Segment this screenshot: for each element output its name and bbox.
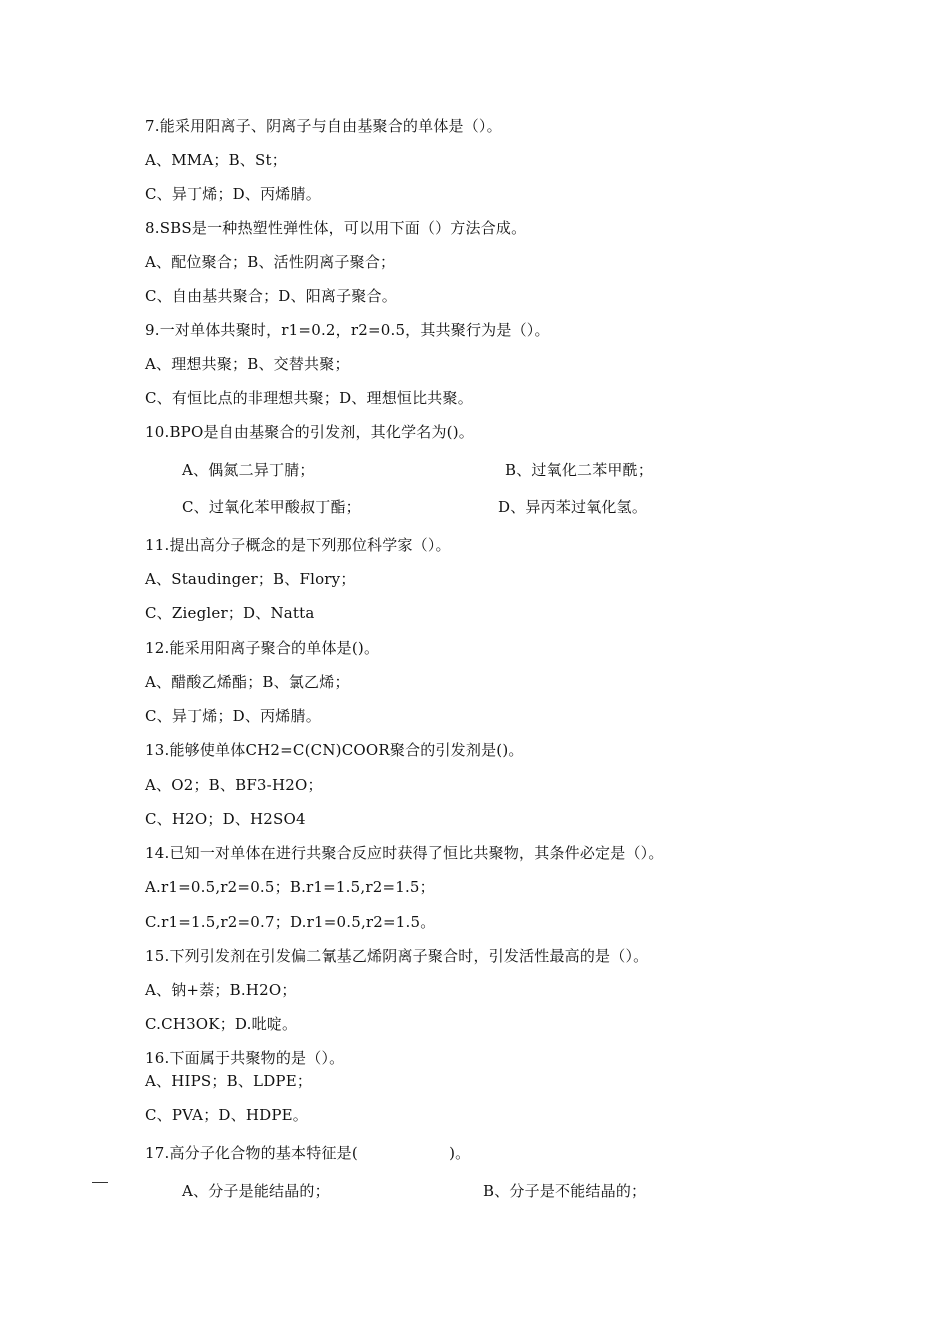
margin-dash <box>92 1182 108 1183</box>
question-16-options-cd: C、PVA；D、HDPE。 <box>145 1106 308 1124</box>
question-11-options-ab: A、Staudinger；B、Flory； <box>145 570 356 588</box>
question-14-options-cd: C.r1=1.5,r2=0.7；D.r1=0.5,r2=1.5。 <box>145 913 436 931</box>
question-16-stem: 16.下面属于共聚物的是（）。 <box>145 1049 345 1067</box>
question-13-stem: 13.能够使单体CH2=C(CN)COOR聚合的引发剂是()。 <box>145 741 524 759</box>
question-12-options-cd: C、异丁烯；D、丙烯腈。 <box>145 707 321 725</box>
question-17-stem: 17.高分子化合物的基本特征是( )。 <box>145 1144 471 1162</box>
question-8-stem: 8.SBS是一种热塑性弹性体，可以用下面（）方法合成。 <box>145 219 527 237</box>
question-10-option-a: A、偶氮二异丁腈； <box>182 461 315 479</box>
question-9-options-ab: A、理想共聚；B、交替共聚； <box>145 355 350 373</box>
question-10-option-c: C、过氧化苯甲酸叔丁酯； <box>182 498 361 516</box>
question-15-stem: 15.下列引发剂在引发偏二氰基乙烯阴离子聚合时，引发活性最高的是（）。 <box>145 947 649 965</box>
question-9-options-cd: C、有恒比点的非理想共聚；D、理想恒比共聚。 <box>145 389 473 407</box>
question-17-option-b: B、分子是不能结晶的； <box>483 1182 647 1200</box>
question-7-options-cd: C、异丁烯；D、丙烯腈。 <box>145 185 321 203</box>
question-8-options-cd: C、自由基共聚合；D、阳离子聚合。 <box>145 287 397 305</box>
question-10-stem: 10.BPO是自由基聚合的引发剂，其化学名为()。 <box>145 423 474 441</box>
question-9-stem: 9.一对单体共聚时，r1=0.2，r2=0.5，其共聚行为是（）。 <box>145 321 550 339</box>
question-15-options-cd: C.CH3OK；D.吡啶。 <box>145 1015 298 1033</box>
question-13-options-cd: C、H2O；D、H2SO4 <box>145 810 306 828</box>
question-10-option-b: B、过氧化二苯甲酰； <box>505 461 654 479</box>
question-15-options-ab: A、钠+萘；B.H2O； <box>145 981 297 999</box>
question-13-options-ab: A、O2；B、BF3-H2O； <box>145 776 323 794</box>
question-12-stem: 12.能采用阳离子聚合的单体是()。 <box>145 639 380 657</box>
question-11-options-cd: C、Ziegler；D、Natta <box>145 604 315 622</box>
question-8-options-ab: A、配位聚合；B、活性阴离子聚合； <box>145 253 396 271</box>
question-11-stem: 11.提出高分子概念的是下列那位科学家（）。 <box>145 536 451 554</box>
question-7-stem: 7.能采用阳离子、阴离子与自由基聚合的单体是（）。 <box>145 117 502 135</box>
question-10-option-d: D、异丙苯过氧化氢。 <box>498 498 648 516</box>
question-12-options-ab: A、醋酸乙烯酯；B、氯乙烯； <box>145 673 350 691</box>
question-16-options-ab: A、HIPS；B、LDPE； <box>145 1072 313 1090</box>
question-14-stem: 14.已知一对单体在进行共聚合反应时获得了恒比共聚物，其条件必定是（）。 <box>145 844 664 862</box>
question-7-options-ab: A、MMA；B、St； <box>145 151 287 169</box>
question-14-options-ab: A.r1=0.5,r2=0.5；B.r1=1.5,r2=1.5； <box>145 878 435 896</box>
question-17-option-a: A、分子是能结晶的； <box>182 1182 330 1200</box>
